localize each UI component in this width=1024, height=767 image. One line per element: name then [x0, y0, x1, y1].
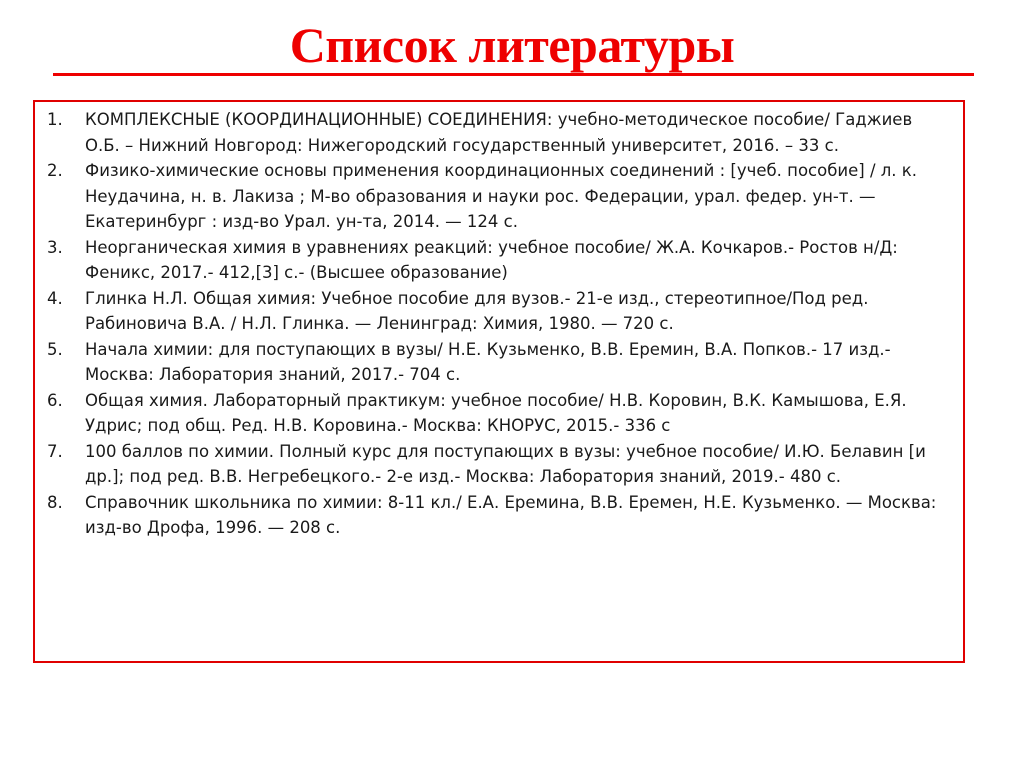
reference-text: Начала химии: для поступающих в вузы/ Н.Е. Кузьменко, В.В. Еремин, В.А. Попков.- 17 изд.- Москва: Лаборатория знаний, 2017.- 704 с.: [85, 339, 891, 384]
reference-item: [47, 286, 952, 337]
reference-number: 2.: [47, 161, 63, 180]
reference-text: Неорганическая химия в уравнениях реакций: учебное пособие/ Ж.А. Кочкаров.- Ростов н/Д: Феникс, 2017.- 412,[3] с.- (Высшее образование): [85, 237, 898, 282]
reference-item: [47, 107, 952, 158]
page-title: Список литературы: [289, 17, 735, 73]
reference-text: Глинка Н.Л. Общая химия: Учебное пособие для вузов.- 21-е изд., стереотипное/Под ред. Рабиновича В.А. / Н.Л. Глинка. — Ленинград: Химия, 1980. — 720 с.: [85, 288, 869, 333]
references-list: [47, 107, 952, 541]
reference-number: 4.: [47, 288, 63, 308]
reference-number: 1.: [47, 110, 63, 129]
reference-text: Общая химия. Лабораторный практикум: учебное пособие/ Н.В. Коровин, В.К. Камышова, Е.Я. Удрис; под общ. Ред. Н.В. Коровина.- Москва: КНОРУС, 2015.- 336 с: [85, 390, 907, 435]
reference-text: КОМПЛЕКСНЫЕ (КООРДИНАЦИОННЫЕ) СОЕДИНЕНИЯ: учебно-методическое пособие/ Гаджиев О.Б. – Нижний Новгород: Нижегородский государственный университет, 2016. – 33 с.: [85, 110, 913, 155]
reference-text: 100 баллов по химии. Полный курс для поступающих в вузы: учебное пособие/ И.Ю. Белавин [и др.]; под ред. В.В. Негребецкого.- 2-е изд.- Москва: Лаборатория знаний, 2019.- 480 с.: [85, 441, 926, 486]
reference-number: 7.: [47, 441, 63, 461]
reference-item: [47, 158, 952, 235]
title-underline: [53, 73, 974, 76]
reference-number: 6.: [47, 390, 63, 410]
reference-item: [47, 439, 952, 490]
reference-number: 8.: [47, 492, 63, 512]
reference-item: [47, 337, 952, 388]
reference-text: Физико-химические основы применения координационных соединений : [учеб. пособие] / л. к. Неудачина, н. в. Лакиза ; М-во образования и науки рос. Федерации, урал. федер. ун-т. — Екатеринбург : изд-во Урал. ун-та, 2014. — 124 с.: [85, 161, 918, 231]
reference-item: [47, 388, 952, 439]
reference-item: [47, 235, 952, 286]
reference-item: [47, 490, 952, 541]
references-box: [33, 100, 965, 663]
reference-text: Справочник школьника по химии: 8-11 кл./ Е.А. Еремина, В.В. Еремен, Н.Е. Кузьменко. — Москва: изд-во Дрофа, 1996. — 208 с.: [85, 492, 937, 537]
reference-number: 3.: [47, 237, 63, 257]
reference-number: 5.: [47, 339, 63, 359]
